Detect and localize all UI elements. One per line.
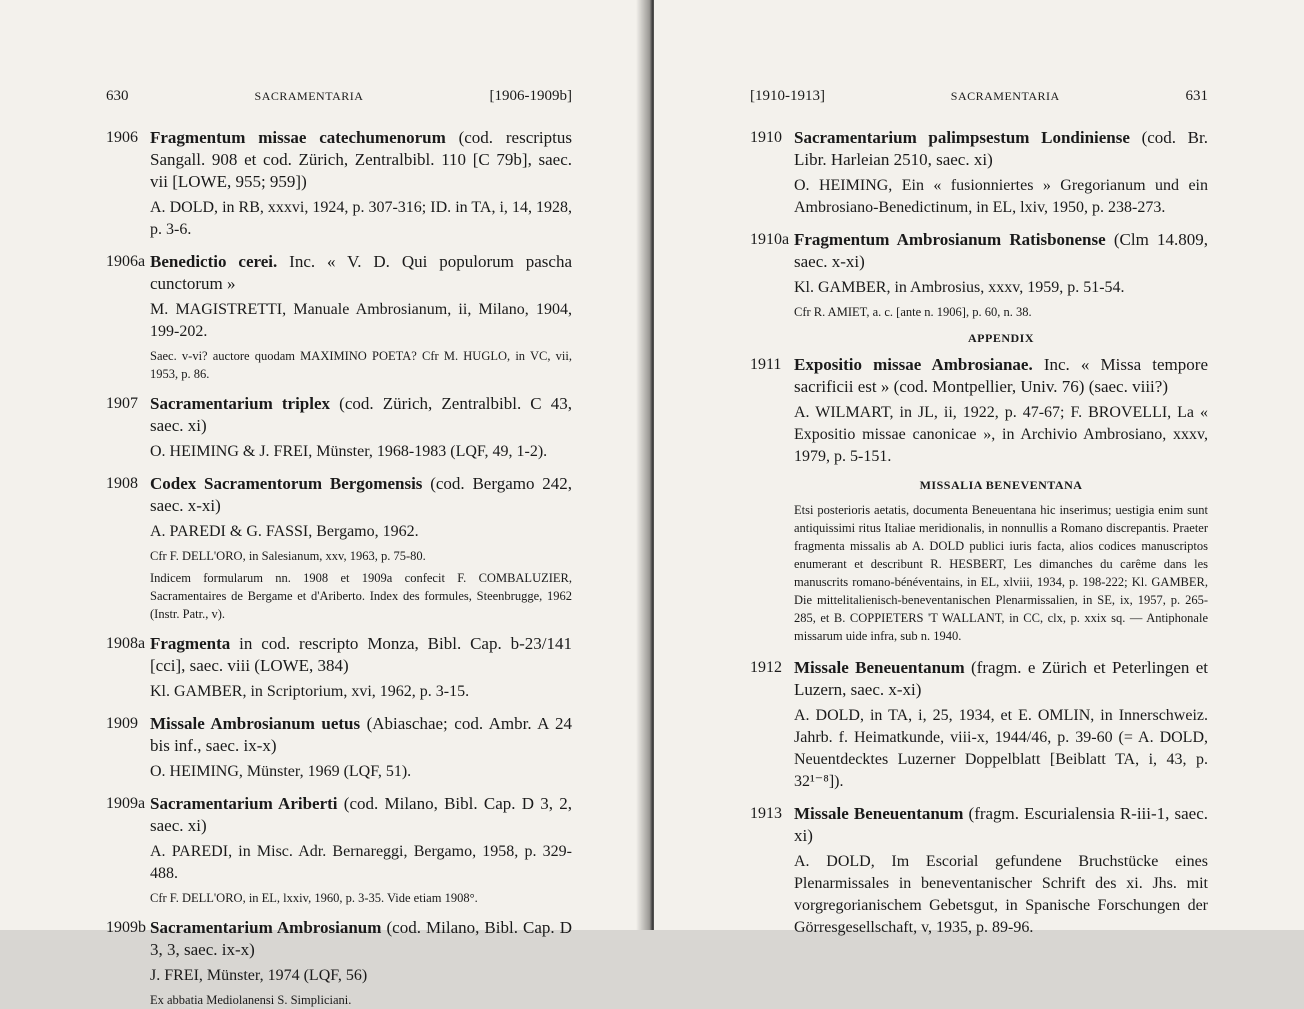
entry-reference: A. DOLD, in TA, i, 25, 1934, et E. OMLIN, in Innerschweiz. Jahrb. f. Heimatkunde, viii-x, 1944/46, p. 39-60 (= A. DOLD, Neuentdecktes Luzerner Doppelblatt [Beiblatt TA, i, 43, p. 32¹⁻⁸]). (794, 707, 1208, 790)
entry-number: 1909 (106, 715, 138, 732)
entry-title: Sacramentarium triplex (150, 394, 331, 413)
entry-description: Inc. « Missa tempore sacrificii est » (cod. Montpellier, Univ. 76) (saec. viii?) (794, 355, 1208, 396)
entry-body (150, 393, 572, 463)
entry-title: Fragmentum missae catechumenorum (150, 128, 446, 147)
left-page (0, 0, 650, 1007)
entry-number: 1907 (106, 395, 138, 412)
entry-body (150, 917, 572, 1009)
entry-number: 1906a (106, 253, 146, 270)
entry-description: (cod. Milano, Bibl. Cap. D 3, 2, saec. xi) (150, 794, 572, 835)
entry-reference: O. HEIMING & J. FREI, Münster, 1968-1983 (LQF, 49, 1-2). (150, 443, 548, 460)
right-header-range: [1910-1913] (750, 88, 825, 104)
entry-note: Indicem formularum nn. 1908 et 1909a confecit F. COMBALUZIER, Sacramentaires de Bergame et d'Ariberto. Index des formules, Steenbrugge, 1962 (Instr. Patr., v). (150, 571, 572, 621)
entry-title: Fragmenta (150, 634, 231, 653)
entry-heading (794, 229, 1208, 273)
entry-body (150, 473, 572, 623)
entry-description: (fragm. e Zürich et Peterlingen et Luzern, saec. x-xi) (794, 658, 1208, 699)
entry (106, 473, 572, 623)
entry-description: Inc. « V. D. Qui populorum pascha cunctorum » (150, 252, 573, 293)
entry-heading (150, 633, 572, 677)
entry-title: Sacramentarium Ariberti (150, 794, 338, 813)
entry-body (794, 127, 1208, 219)
right-entries-c (750, 657, 1208, 939)
entry-heading (150, 793, 572, 837)
entry-note: Cfr R. AMIET, a. c. [ante n. 1906], p. 60, n. 38. (794, 305, 1032, 319)
entry-heading (794, 803, 1208, 847)
beneventana-heading: MISSALIA BENEVENTANA (919, 478, 1083, 492)
entry-title: Sacramentarium palimpsestum Londiniense (794, 128, 1130, 147)
entry-reference: Kl. GAMBER, in Ambrosius, xxxv, 1959, p. 51-54. (794, 279, 1125, 296)
entry (750, 803, 1208, 939)
entry-number: 1909a (106, 795, 146, 812)
entry-body (150, 633, 572, 703)
entry-body (794, 803, 1208, 939)
entry-reference: A. DOLD, Im Escorial gefundene Bruchstücke eines Plenarmissales in beneventanischer Schrift des xi. Jhs. mit vorgregorianischem Gebetsgut, in Spanische Forschungen der Görresgesellschaft, v, 1935, p. 89-96. (794, 853, 1208, 936)
entry-note: Saec. v-vi? auctore quodam MAXIMINO POETA? Cfr M. HUGLO, in VC, vii, 1953, p. 86. (150, 349, 572, 381)
entry-heading (794, 127, 1208, 171)
entry-body (794, 229, 1208, 321)
entry-body (794, 657, 1208, 793)
entry-number: 1912 (750, 659, 782, 676)
entry-reference: J. FREI, Münster, 1974 (LQF, 56) (150, 967, 368, 984)
entry-body (150, 713, 572, 783)
entry (106, 713, 572, 783)
entry-description: (Abiaschae; cod. Ambr. A 24 bis inf., saec. ix-x) (150, 714, 572, 755)
entry-title: Fragmentum Ambrosianum Ratisbonense (794, 230, 1106, 249)
entry-description: (cod. rescriptus Sangall. 908 et cod. Zürich, Zentralbibl. 110 [C 79b], saec. vii [LOWE, 955; 959]) (150, 128, 572, 191)
entry-number: 1908 (106, 475, 138, 492)
entry-reference: A. WILMART, in JL, ii, 1922, p. 47-67; F. BROVELLI, La « Expositio missae canonicae », in Archivio Ambrosiano, xxxv, 1979, p. 5-151. (794, 404, 1208, 465)
entry (106, 633, 572, 703)
left-entries (106, 127, 572, 1009)
entry-description: (fragm. Escurialensia R-iii-1, saec. xi) (794, 804, 1209, 845)
entry-note: Cfr F. DELL'ORO, in Salesianum, xxv, 1963, p. 75-80. (150, 549, 426, 563)
entry-number: 1911 (750, 356, 782, 373)
entry (106, 251, 572, 383)
entry (750, 229, 1208, 321)
entry-title: Sacramentarium Ambrosianum (150, 918, 382, 937)
entry (106, 393, 572, 463)
right-entries-a (750, 127, 1208, 321)
right-running-header (750, 88, 1208, 105)
entry-title: Missale Beneuentanum (794, 804, 964, 823)
entry-description: (cod. Bergamo 242, saec. x-xi) (150, 474, 573, 515)
left-header-title: SACRAMENTARIA (254, 89, 364, 103)
entry-title: Missale Ambrosianum uetus (150, 714, 361, 733)
entry (750, 354, 1208, 468)
entry-reference: O. HEIMING, Ein « fusionniertes » Gregorianum und ein Ambrosiano-Benedictinum, in EL, lxiv, 1950, p. 238-273. (794, 177, 1208, 216)
entry-number: 1908a (106, 635, 146, 652)
entry-description: in cod. rescripto Monza, Bibl. Cap. b-23/141 [cci], saec. viii (LOWE, 384) (150, 634, 572, 675)
entry-number: 1910a (750, 231, 790, 248)
entry-number: 1913 (750, 805, 782, 822)
left-running-header (106, 88, 572, 105)
entry-heading (794, 657, 1208, 701)
entry-body (794, 354, 1208, 468)
entry-note: Ex abbatia Mediolanensi S. Simpliciani. (150, 993, 352, 1007)
appendix-heading: APPENDIX (968, 331, 1034, 345)
entry (750, 657, 1208, 793)
entry-body (150, 127, 572, 241)
entry-reference: O. HEIMING, Münster, 1969 (LQF, 51). (150, 763, 412, 780)
entry-heading (150, 917, 572, 961)
entry-heading (150, 127, 572, 193)
right-page (654, 0, 1304, 936)
right-header-title: SACRAMENTARIA (950, 89, 1060, 103)
entry-heading (150, 713, 572, 757)
entry-number: 1910 (750, 129, 782, 146)
entry-body (150, 251, 572, 383)
entry-heading (794, 354, 1208, 398)
entry-number: 1909b (106, 919, 146, 936)
entry (106, 917, 572, 1009)
entry-reference: Kl. GAMBER, in Scriptorium, xvi, 1962, p. 3-15. (150, 683, 470, 700)
entry-heading (150, 473, 572, 517)
entry-title: Missale Beneuentanum (794, 658, 965, 677)
entry-reference: M. MAGISTRETTI, Manuale Ambrosianum, ii, Milano, 1904, 199-202. (150, 301, 572, 340)
entry-reference: A. DOLD, in RB, xxxvi, 1924, p. 307-316; ID. in TA, i, 14, 1928, p. 3-6. (150, 199, 572, 238)
entry-title: Expositio missae Ambrosianae. (794, 355, 1033, 374)
right-entries-b (750, 354, 1208, 468)
left-page-number: 630 (106, 88, 129, 104)
entry-reference: A. PAREDI, in Misc. Adr. Bernareggi, Bergamo, 1958, p. 329-488. (150, 843, 572, 882)
entry (750, 127, 1208, 219)
beneventana-paragraph: Etsi posterioris aetatis, documenta Beneuentana hic inserimus; uestigia enim sunt antiquissimi ritus Italiae meridionalis, in nonnullis a Romano discrepantis. Praeter fragmenta missalis ab A. DOLD publici iuris facta, alios codices manuscriptos enumerant et describunt R. HESBERT, Les dimanches du carême dans les manuscrits romano-bénéventains, in EL, xlviii, 1934, p. 198-222; Kl. GAMBER, Die mittelitalienisch-beneventanischen Plenarmissalien, in SE, ix, 1957, p. 265-285, et B. COPPIETERS 'T WALLANT, in CC, clx, p. xxix sq. — Antiphonale missarum uide infra, sub n. 1940. (794, 503, 1208, 643)
entry-heading (150, 393, 572, 437)
entry-description: (cod. Br. Libr. Harleian 2510, saec. xi) (794, 128, 1208, 169)
entry-title: Benedictio cerei. (150, 252, 278, 271)
right-page-number: 631 (1185, 88, 1208, 104)
entry-heading (150, 251, 572, 295)
left-header-range: [1906-1909b] (489, 88, 572, 104)
entry-number: 1906 (106, 129, 138, 146)
entry-title: Codex Sacramentorum Bergomensis (150, 474, 423, 493)
entry-note: Cfr F. DELL'ORO, in EL, lxxiv, 1960, p. 3-35. Vide etiam 1908°. (150, 891, 478, 905)
entry (106, 127, 572, 241)
entry (106, 793, 572, 907)
entry-description: (cod. Milano, Bibl. Cap. D 3, 3, saec. ix-x) (150, 918, 572, 959)
entry-description: (cod. Zürich, Zentralbibl. C 43, saec. xi) (150, 394, 573, 435)
entry-body (150, 793, 572, 907)
entry-description: (Clm 14.809, saec. x-xi) (794, 230, 1209, 271)
entry-reference: A. PAREDI & G. FASSI, Bergamo, 1962. (150, 523, 419, 540)
